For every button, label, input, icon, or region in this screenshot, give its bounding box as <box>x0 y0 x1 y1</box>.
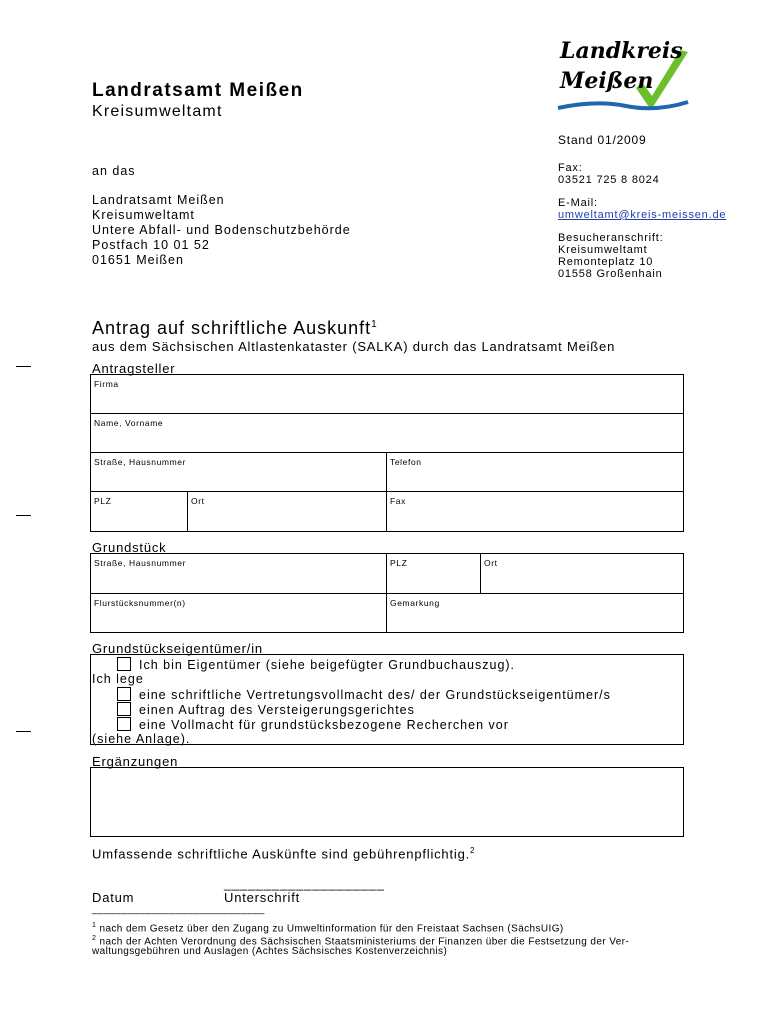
logo-text-line1: Landkreis <box>560 38 683 64</box>
form-heading <box>92 318 378 339</box>
footnote-rule: _____________________________ <box>92 904 265 915</box>
fax-value: 03521 725 8 8024 <box>558 174 660 186</box>
eigentuemer-label: Grundstückseigentümer/in <box>92 641 263 656</box>
g-ort-label: Ort <box>484 558 498 568</box>
grundstueck-gemarkung-field[interactable] <box>386 593 684 633</box>
fold-mark-bottom <box>16 731 31 732</box>
flurstueck-label: Flurstücksnummer(n) <box>94 598 186 608</box>
siehe-anlage: (siehe Anlage). <box>92 732 191 746</box>
page-subtitle: Kreisumweltamt <box>92 103 223 120</box>
recipient-line3: Untere Abfall- und Bodenschutzbehörde <box>92 223 351 237</box>
ich-lege: Ich lege <box>92 672 144 686</box>
ergaenzungen-label: Ergänzungen <box>92 754 179 769</box>
recipient-line1: Landratsamt Meißen <box>92 193 225 207</box>
eigentuemer-option4-row <box>117 717 509 732</box>
fax-label: Fax: <box>558 162 583 174</box>
option1-text: Ich bin Eigentümer (siehe beigefügter Grundbuchauszug). <box>139 658 516 672</box>
fees-footnote-ref: 2 <box>470 846 476 855</box>
signature-line: ____________________ <box>224 876 385 891</box>
grundstueck-ort-field[interactable] <box>480 553 684 594</box>
antragsteller-label: Antragsteller <box>92 361 176 376</box>
option3-text: einen Auftrag des Versteigerungsgerichtes <box>139 703 415 717</box>
recipient-line5: 01651 Meißen <box>92 253 184 267</box>
option4-text: eine Vollmacht für grundstücksbezogene Recherchen vor <box>139 718 509 732</box>
grundstueck-label: Grundstück <box>92 540 167 555</box>
fees-note <box>92 846 475 861</box>
recipient-line2: Kreisumweltamt <box>92 208 195 222</box>
footnote-2-num: 2 <box>92 935 97 942</box>
form-subheading: aus dem Sächsischen Altlastenkataster (SALKA) durch das Landratsamt Meißen <box>92 339 616 354</box>
antragsteller-name-field[interactable] <box>90 413 684 453</box>
fold-mark-middle <box>16 515 31 516</box>
visitor-label: Besucheranschrift: <box>558 232 664 244</box>
checkbox-vollmacht-recherchen[interactable] <box>117 717 131 731</box>
checkbox-vertretungsvollmacht[interactable] <box>117 687 131 701</box>
footnote-2-continued: waltungsgebühren und Auslagen (Achtes Sächsisches Kostenverzeichnis) <box>92 946 448 957</box>
antragsteller-ort-field[interactable] <box>187 491 387 532</box>
grundstueck-strasse-field[interactable] <box>90 553 387 594</box>
unterschrift-label: Unterschrift <box>224 890 301 905</box>
grundstueck-flurstueck-field[interactable] <box>90 593 387 633</box>
recipient-line4: Postfach 10 01 52 <box>92 238 210 252</box>
form-heading-text: Antrag auf schriftliche Auskunft <box>92 318 372 338</box>
footnote-1-num: 1 <box>92 922 97 929</box>
firma-label: Firma <box>94 379 119 389</box>
name-label: Name, Vorname <box>94 418 164 428</box>
fees-text: Umfassende schriftliche Auskünfte sind gebührenpflichtig. <box>92 846 471 862</box>
gemarkung-label: Gemarkung <box>390 598 440 608</box>
email-label: E-Mail: <box>558 197 598 209</box>
grundstueck-plz-field[interactable] <box>386 553 481 594</box>
g-plz-label: PLZ <box>390 558 408 568</box>
ort-label: Ort <box>191 496 205 506</box>
landkreis-logo <box>556 38 696 118</box>
option2-text: eine schriftliche Vertretungsvollmacht des/ der Grundstückseigentümer/s <box>139 688 611 702</box>
eigentuemer-option1-row <box>117 657 515 672</box>
telefon-label: Telefon <box>390 457 422 467</box>
ergaenzungen-field[interactable] <box>90 767 684 837</box>
antragsteller-plz-field[interactable] <box>90 491 188 532</box>
g-strasse-label: Straße, Hausnummer <box>94 558 187 568</box>
page-title: Landratsamt Meißen <box>92 80 304 101</box>
antragsteller-firma-field[interactable] <box>90 374 684 414</box>
fold-mark-top <box>16 366 31 367</box>
checkbox-eigentuemer[interactable] <box>117 657 131 671</box>
plz-label: PLZ <box>94 496 112 506</box>
visitor-line1: Kreisumweltamt <box>558 244 648 256</box>
eigentuemer-option3-row <box>117 702 415 717</box>
strasse-label: Straße, Hausnummer <box>94 457 187 467</box>
fax-field-label: Fax <box>390 496 406 506</box>
footnote-2-text-line1: nach der Achten Verordnung des Sächsischen Staatsministeriums der Finanzen über die Festsetzung der Ver- <box>99 936 630 948</box>
an-das: an das <box>92 164 136 178</box>
stand-date: Stand 01/2009 <box>558 133 647 147</box>
antragsteller-telefon-field[interactable] <box>386 452 684 492</box>
datum-label: Datum <box>92 890 135 905</box>
logo-text-line2: Meißen <box>560 68 654 94</box>
eigentuemer-option2-row <box>117 687 611 702</box>
antragsteller-fax-field[interactable] <box>386 491 684 532</box>
antragsteller-strasse-field[interactable] <box>90 452 387 492</box>
checkbox-versteigerungsgericht[interactable] <box>117 702 131 716</box>
visitor-line3: 01558 Großenhain <box>558 268 663 280</box>
footnote-1-text: nach dem Gesetz über den Zugang zu Umweltinformation für den Freistaat Sachsen (SächsUIG) <box>99 923 564 935</box>
form-heading-footnote-ref: 1 <box>371 319 378 330</box>
visitor-line2: Remonteplatz 10 <box>558 256 654 268</box>
email-link[interactable]: umweltamt@kreis-meissen.de <box>558 209 727 221</box>
